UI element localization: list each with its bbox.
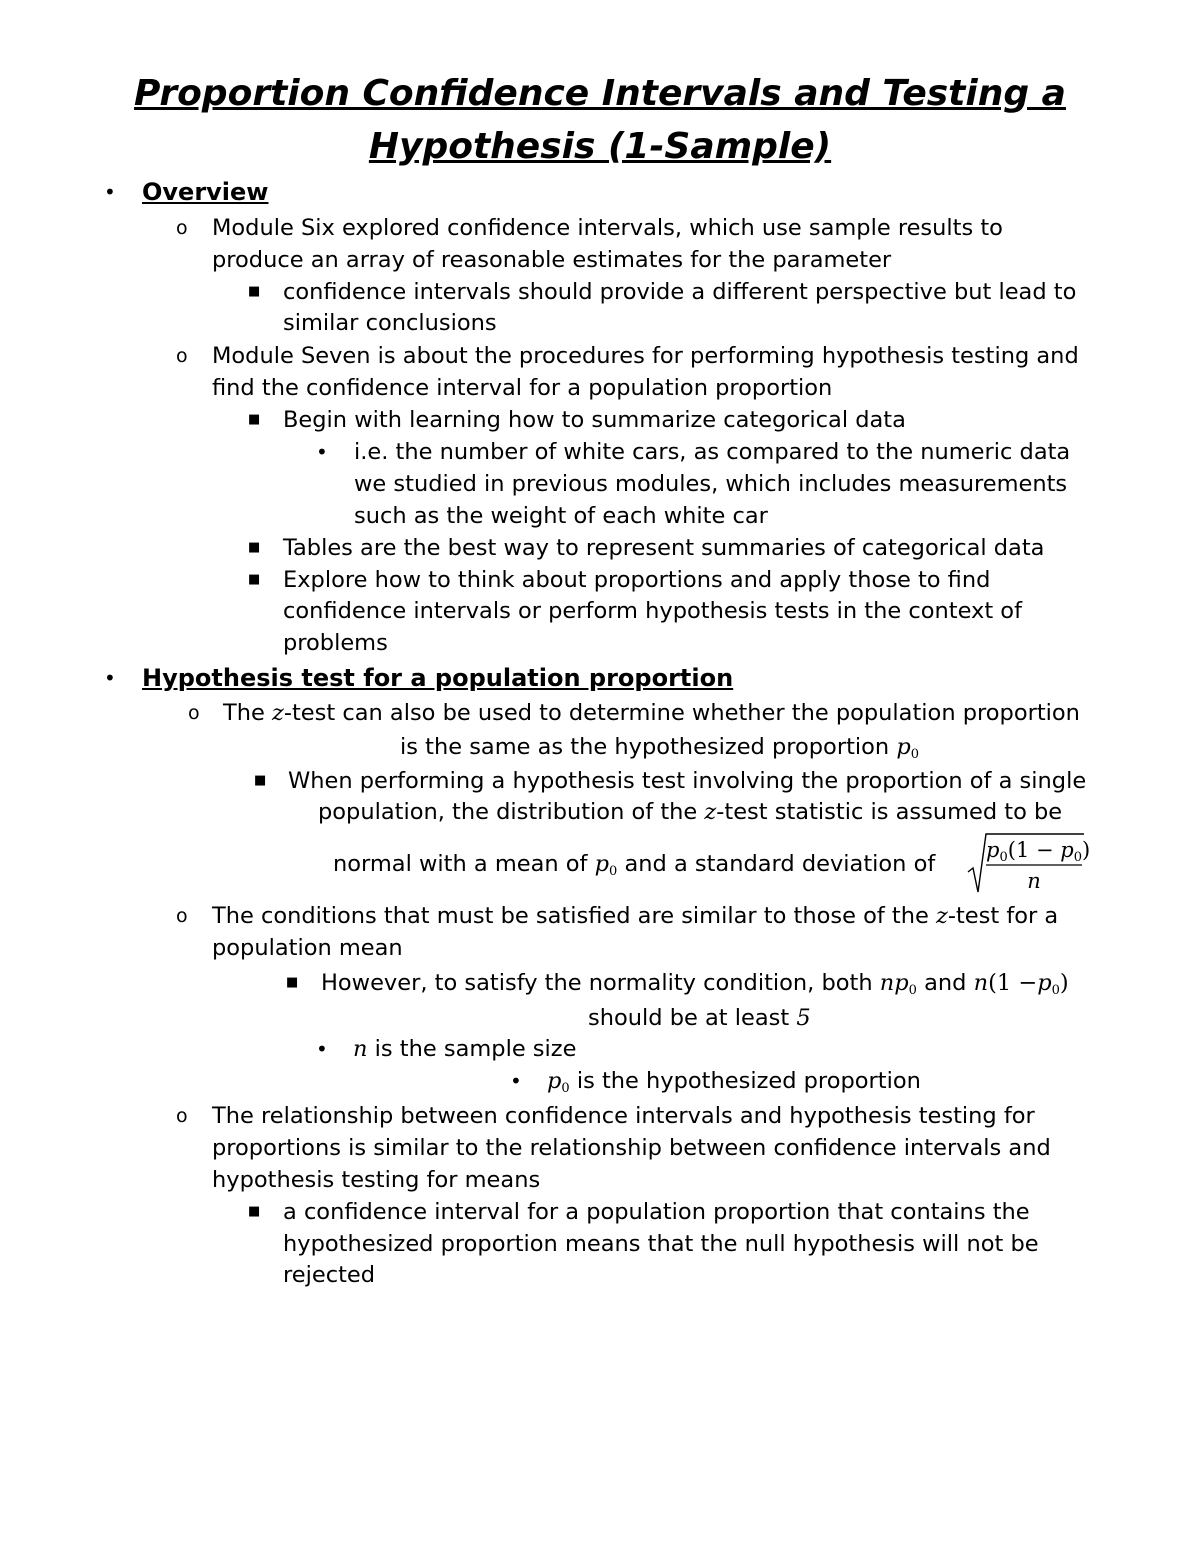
overview-item-2c-line-2: confidence intervals or perform hypothesis tests in the context of (283, 598, 1022, 624)
hypothesis-item-1a-line-1: When performing a hypothesis test involving the proportion of a single (288, 768, 1087, 794)
bullet-circle-icon: o (176, 217, 188, 239)
formula-denominator: n (1027, 869, 1041, 893)
overview-item-2c-line-1: Explore how to think about proportions and apply those to find (283, 567, 991, 593)
hypothesis-item-3a-line-1: a confidence interval for a population proportion that contains the (283, 1199, 1030, 1225)
formula-numerator: $p_0(1 - p_0)$ (986, 838, 1091, 865)
overview-item-2c-line-3: problems (283, 630, 388, 656)
document-title-line-1: Proportion Confidence Intervals and Testing a (134, 73, 1066, 114)
bullet-circle-icon: o (188, 702, 200, 724)
bullet-square-icon: ■ (286, 975, 299, 990)
bullet-disc-icon: • (510, 1069, 522, 1093)
bullet-circle-icon: o (176, 905, 188, 927)
document-title-line-2: Hypothesis (1-Sample) (368, 126, 832, 167)
bullet-disc-icon: • (316, 440, 328, 464)
section-heading-overview: Overview (142, 178, 269, 206)
hypothesis-item-2-line-2: population mean (212, 935, 403, 961)
hypothesis-item-3-line-1: The relationship between confidence intervals and hypothesis testing for (212, 1103, 1035, 1129)
bullet-circle-icon: o (176, 1105, 188, 1127)
hypothesis-item-3a-line-2: hypothesized proportion means that the null hypothesis will not be (283, 1231, 1039, 1257)
bullet-disc-icon: • (104, 666, 116, 690)
overview-item-2b: Tables are the best way to represent summaries of categorical data (283, 535, 1045, 561)
overview-item-1-line-1: Module Six explored confidence intervals, which use sample results to (212, 215, 1003, 241)
overview-item-2a1-line-3: such as the weight of each white car (354, 503, 768, 529)
hypothesis-item-2a2: $p_0$ is the hypothesized proportion (547, 1068, 921, 1096)
overview-item-1a-line-2: similar conclusions (283, 310, 497, 336)
hypothesis-item-1a-line-3: normal with a mean of $p_0$ and a standard deviation of (333, 851, 936, 879)
hypothesis-item-2-line-1: The conditions that must be satisfied are similar to those of the z-test for a (212, 903, 1059, 929)
bullet-disc-icon: • (316, 1037, 328, 1061)
bullet-disc-icon: • (104, 180, 116, 204)
hypothesis-item-1-line-1: The z-test can also be used to determine whether the population proportion (223, 700, 1080, 726)
hypothesis-item-2a1: n is the sample size (353, 1036, 577, 1062)
hypothesis-item-1-line-2: is the same as the hypothesized proportion $p_0$ (400, 734, 920, 762)
hypothesis-item-2a-line-1: However, to satisfy the normality condition, both $np_0$ and $n(1 -p_0)$ (321, 970, 1069, 998)
overview-item-2-line-2: find the confidence interval for a population proportion (212, 375, 833, 401)
bullet-circle-icon: o (176, 345, 188, 367)
overview-item-2a1-line-1: i.e. the number of white cars, as compared to the numeric data (354, 439, 1071, 465)
section-heading-hypothesis: Hypothesis test for a population proportion (142, 664, 734, 692)
bullet-square-icon: ■ (248, 284, 261, 299)
bullet-square-icon: ■ (254, 773, 267, 788)
overview-item-1a-line-1: confidence intervals should provide a different perspective but lead to (283, 279, 1077, 305)
bullet-square-icon: ■ (248, 412, 261, 427)
bullet-square-icon: ■ (248, 1204, 261, 1219)
bullet-square-icon: ■ (248, 572, 261, 587)
overview-item-2-line-1: Module Seven is about the procedures for performing hypothesis testing and (212, 343, 1079, 369)
hypothesis-item-3-line-2: proportions is similar to the relationship between confidence intervals and (212, 1135, 1051, 1161)
hypothesis-item-3a-line-3: rejected (283, 1262, 376, 1288)
overview-item-1-line-2: produce an array of reasonable estimates for the parameter (212, 247, 892, 273)
overview-item-2a1-line-2: we studied in previous modules, which includes measurements (354, 471, 1068, 497)
overview-item-2a: Begin with learning how to summarize categorical data (283, 407, 906, 433)
bullet-square-icon: ■ (248, 540, 261, 555)
hypothesis-item-3-line-3: hypothesis testing for means (212, 1167, 541, 1193)
hypothesis-item-1a-line-2: population, the distribution of the z-test statistic is assumed to be (318, 799, 1063, 825)
std-dev-formula (966, 828, 1091, 898)
hypothesis-item-2a-line-2: should be at least 5 (588, 1005, 811, 1031)
